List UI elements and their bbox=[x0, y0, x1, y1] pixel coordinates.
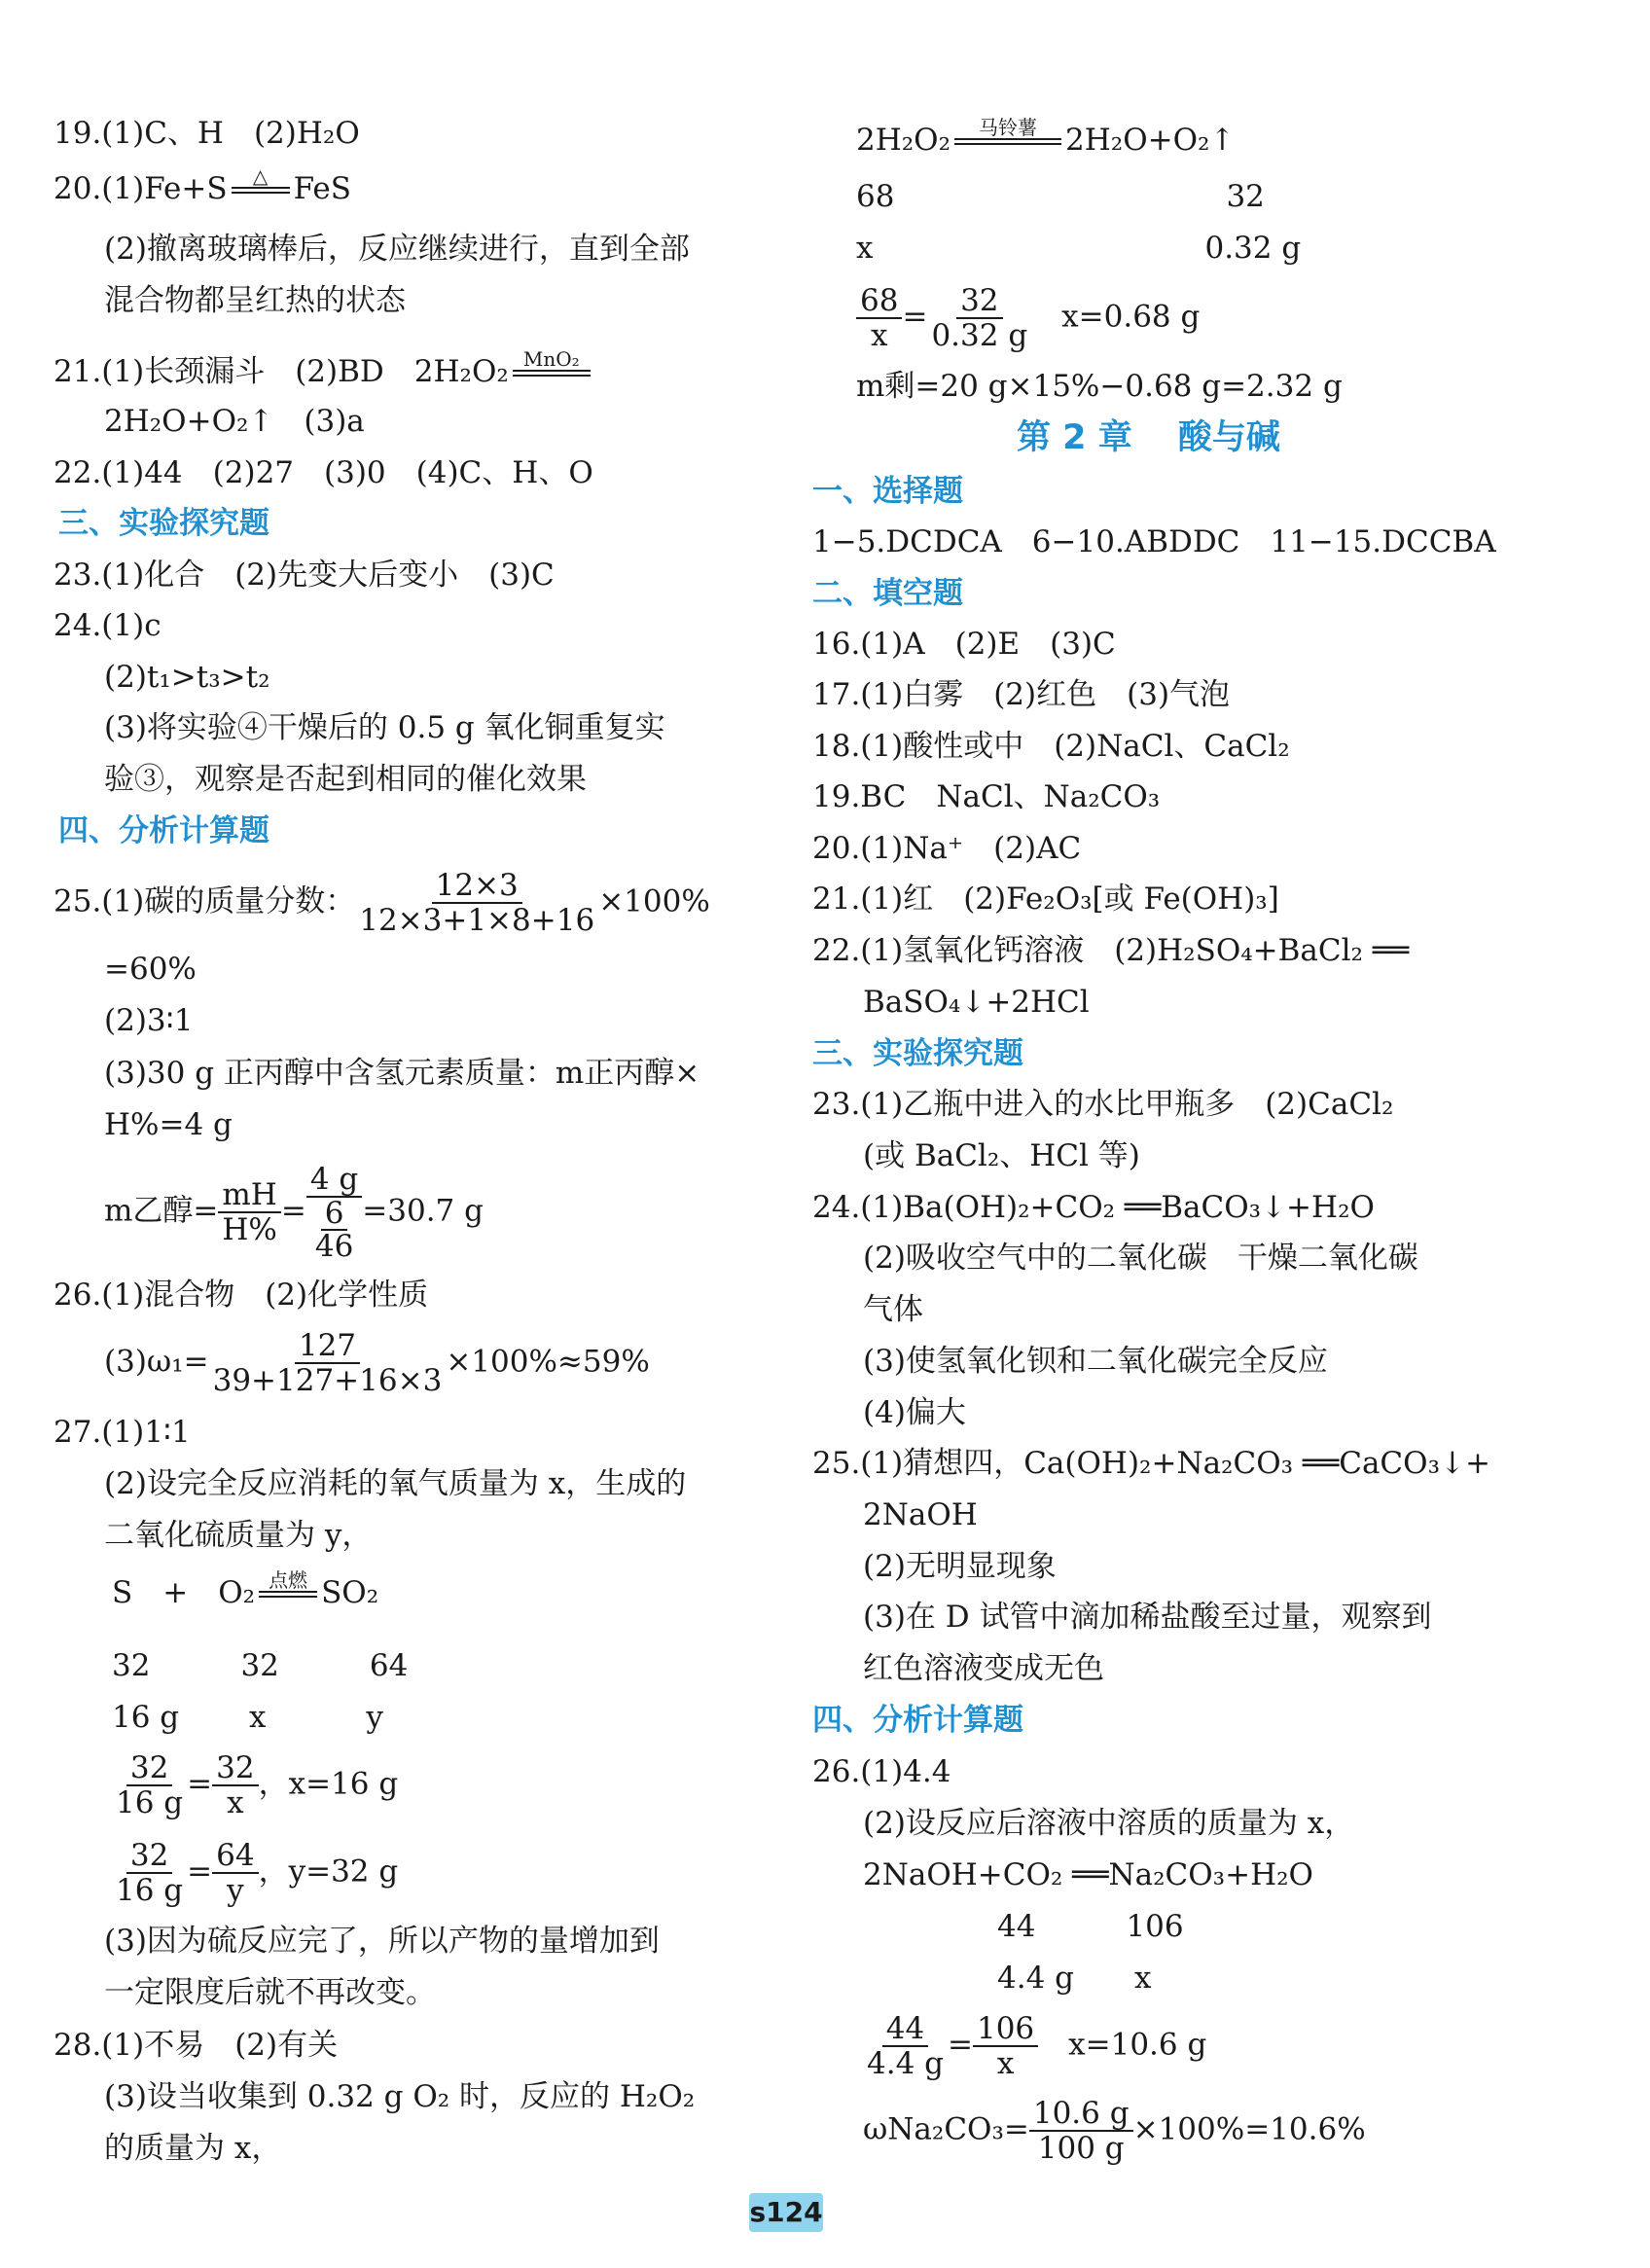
answer-25-part3-calc: m乙醇= $\frac{mH}{H\%}$ = $\frac{4 g}{\frac{6}{46}}$ =30.7 g bbox=[104, 1162, 484, 1264]
answer-28-masses: 68 32 bbox=[856, 179, 1265, 214]
answer-19: 19.(1)C、H (2)H₂O bbox=[54, 116, 360, 151]
answer-24-part2: (2)t₁>t₃>t₂ bbox=[104, 660, 270, 695]
answer-22: 22.(1)44 (2)27 (3)0 (4)C、H、O bbox=[54, 455, 593, 490]
answer-24-right-line2: (2)吸收空气中的二氧化碳 干燥二氧化碳 bbox=[863, 1241, 1418, 1276]
answer-20-right: 20.(1)Na⁺ (2)AC bbox=[812, 831, 1082, 866]
answer-23-right-line1: 23.(1)乙瓶中进入的水比甲瓶多 (2)CaCl₂ bbox=[812, 1087, 1394, 1122]
answer-27-part1: 27.(1)1∶1 bbox=[54, 1415, 191, 1450]
answer-27-ratio-y: $\frac{32}{16 g}$ = $\frac{64}{y}$ ，y=32 g bbox=[116, 1838, 399, 1908]
answer-25-right-line3: (2)无明显现象 bbox=[863, 1549, 1057, 1584]
answer-22-right-line2: BaSO₄↓+2HCl bbox=[863, 985, 1090, 1020]
answer-20-part2-line1: (2)撤离玻璃棒后，反应继续进行，直到全部 bbox=[104, 232, 690, 267]
answer-28-equation: 2H₂O₂ 马铃薯 2H₂O+O₂↑ bbox=[856, 116, 1236, 158]
answer-25-right-line4: (3)在 D 试管中滴加稀盐酸至过量，观察到 bbox=[863, 1600, 1432, 1635]
answer-27-part2-line1: (2)设完全反应消耗的氧气质量为 x，生成的 bbox=[104, 1466, 687, 1501]
answer-24-right-line4: (3)使氢氧化钡和二氧化碳完全反应 bbox=[863, 1344, 1328, 1379]
reaction-condition: MnO₂ bbox=[513, 348, 591, 398]
answer-26-right-quantities: 4.4 g x bbox=[997, 1961, 1152, 1996]
answer-26-right-percent: ωNa₂CO₃= $\frac{10.6 g}{100 g}$ ×100%=10.6% bbox=[863, 2096, 1366, 2166]
answer-25-part3-line2: H%=4 g bbox=[104, 1107, 233, 1142]
answer-20-equation bbox=[54, 165, 351, 215]
answer-26-right-ratio: $\frac{44}{4.4 g}$ = $\frac{106}{x}$ x=10.6 g bbox=[867, 2011, 1207, 2081]
answer-27-part3-line2: 一定限度后就不再改变。 bbox=[104, 1975, 436, 2010]
answer-24-part3-line2: 验③，观察是否起到相同的催化效果 bbox=[104, 762, 587, 797]
answer-26-right-line1: 26.(1)4.4 bbox=[812, 1754, 951, 1789]
answer-26-right-equation: 2NaOH+CO₂ ══Na₂CO₃+H₂O bbox=[863, 1857, 1313, 1892]
equation-product: FeS bbox=[293, 171, 351, 206]
equation-reactants: 20.(1)Fe+S bbox=[54, 171, 228, 206]
answer-25-part1: 25.(1)碳的质量分数： $\frac{12\times 3}{12\times 3+1\times 8+16}$ ×100% bbox=[54, 868, 710, 938]
answer-25-part2: (2)3∶1 bbox=[104, 1003, 194, 1038]
answer-24-right-line5: (4)偏大 bbox=[863, 1395, 966, 1430]
answer-27-part3-line1: (3)因为硫反应完了，所以产物的量增加到 bbox=[104, 1924, 660, 1959]
answer-17: 17.(1)白雾 (2)红色 (3)气泡 bbox=[812, 677, 1231, 712]
answer-28-part3-line2: 的质量为 x， bbox=[104, 2131, 282, 2166]
answer-25-result: =60% bbox=[104, 952, 197, 987]
answer-19-right: 19.BC NaCl、Na₂CO₃ bbox=[812, 779, 1161, 814]
answer-24-right-line3: 气体 bbox=[863, 1292, 923, 1327]
answer-28-remaining: m剩=20 g×15%−0.68 g=2.32 g bbox=[856, 369, 1343, 404]
answer-23: 23.(1)化合 (2)先变大后变小 (3)C bbox=[54, 558, 555, 593]
answer-26-line1: 26.(1)混合物 (2)化学性质 bbox=[54, 1278, 429, 1313]
answer-27-part2-line2: 二氧化硫质量为 y， bbox=[104, 1518, 373, 1553]
answer-26-right-masses: 44 106 bbox=[997, 1909, 1184, 1944]
answer-25-right-line5: 红色溶液变成无色 bbox=[863, 1651, 1104, 1686]
section-heading-experiment-right: 三、实验探究题 bbox=[812, 1036, 1023, 1071]
section-heading-calculation-right: 四、分析计算题 bbox=[812, 1703, 1023, 1738]
answer-21-right: 21.(1)红 (2)Fe₂O₃[或 Fe(OH)₃] bbox=[812, 882, 1279, 917]
answer-27-masses: 32 32 64 bbox=[112, 1648, 409, 1683]
answer-26-right-line2: (2)设反应后溶液中溶质的质量为 x， bbox=[863, 1806, 1355, 1841]
answer-16: 16.(1)A (2)E (3)C bbox=[812, 627, 1116, 662]
fraction: $\frac{12\times 3}{12\times 3+1\times 8+16}$ bbox=[359, 868, 595, 938]
answer-28-part3-line1: (3)设当收集到 0.32 g O₂ 时，反应的 H₂O₂ bbox=[104, 2079, 696, 2114]
answer-28-ratio: $\frac{68}{x}$ = $\frac{32}{0.32 g}$ x=0.68 g bbox=[856, 284, 1200, 352]
choice-answers: 1−5.DCDCA 6−10.ABDDC 11−15.DCCBA bbox=[812, 524, 1496, 559]
chapter-title: 第 2 章 酸与碱 bbox=[1017, 418, 1280, 457]
answer-24-right-line1: 24.(1)Ba(OH)₂+CO₂ ══BaCO₃↓+H₂O bbox=[812, 1190, 1375, 1225]
answer-20-part2-line2: 混合物都呈红热的状态 bbox=[104, 283, 406, 318]
answer-25-right-line1: 25.(1)猜想四，Ca(OH)₂+Na₂CO₃ ══CaCO₃↓+ bbox=[812, 1446, 1490, 1481]
section-heading-calculation: 四、分析计算题 bbox=[58, 813, 269, 848]
section-heading-choice: 一、选择题 bbox=[812, 474, 963, 509]
answer-22-right-line1: 22.(1)氢氧化钙溶液 (2)H₂SO₄+BaCl₂ ══ bbox=[812, 933, 1410, 968]
answer-28-line1: 28.(1)不易 (2)有关 bbox=[54, 2028, 339, 2063]
answer-27-quantities: 16 g x y bbox=[112, 1700, 383, 1735]
answer-26-part3: (3)ω₁= $\frac{127}{39+127+16\times 3}$ ×100%≈59% bbox=[104, 1328, 650, 1398]
section-heading-fill: 二、填空题 bbox=[812, 576, 963, 611]
answer-25-part3-line1: (3)30 g 正丙醇中含氢元素质量：m正丙醇× bbox=[104, 1056, 700, 1091]
section-heading-experiment: 三、实验探究题 bbox=[58, 506, 269, 541]
page-number-badge: s124 bbox=[749, 2193, 823, 2232]
answer-18: 18.(1)酸性或中 (2)NaCl、CaCl₂ bbox=[812, 729, 1290, 764]
answer-25-right-line2: 2NaOH bbox=[863, 1497, 978, 1532]
answer-24-part1: 24.(1)c bbox=[54, 608, 161, 643]
answer-21-line1: 21.(1)长颈漏斗 (2)BD 2H₂O₂ MnO₂ bbox=[54, 348, 594, 398]
answer-21-line2: 2H₂O+O₂↑ (3)a bbox=[104, 404, 365, 439]
answer-23-right-line2: (或 BaCl₂、HCl 等) bbox=[863, 1138, 1140, 1173]
answer-27-ratio-x: $\frac{32}{16 g}$ = $\frac{32}{x}$ ，x=16 g bbox=[116, 1750, 399, 1820]
answer-24-part3-line1: (3)将实验④干燥后的 0.5 g 氧化铜重复实 bbox=[104, 710, 665, 745]
reaction-condition: △ bbox=[232, 165, 290, 215]
answer-28-quantities: x 0.32 g bbox=[856, 231, 1302, 266]
answer-27-equation: S + O₂ 点燃 SO₂ bbox=[112, 1568, 379, 1610]
